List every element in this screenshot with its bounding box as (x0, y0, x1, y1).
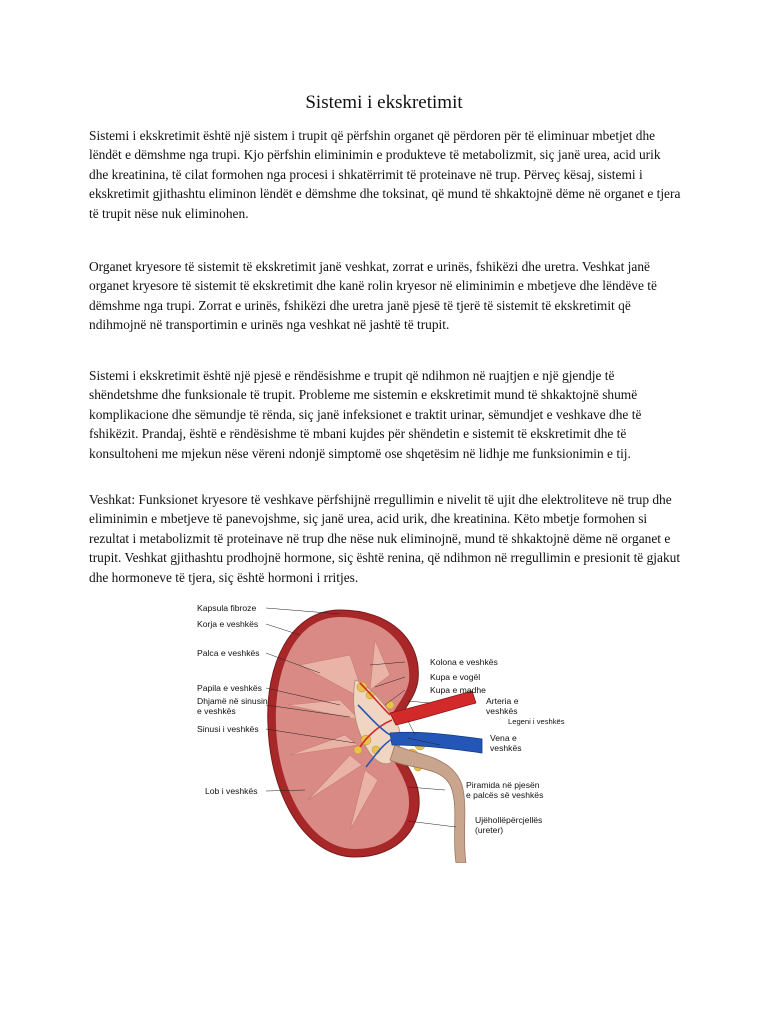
label-piramida-1: Piramida në pjesën (466, 780, 540, 790)
label-vena-1: Vena e (490, 733, 517, 743)
label-kupa-vogel: Kupa e vogël (430, 672, 481, 682)
label-palca: Palca e veshkës (197, 648, 260, 658)
label-dhjame-2: e veshkës (197, 706, 236, 716)
paragraph-kidneys: Veshkat: Funksionet kryesore të veshkave përfshijnë rregullimin e nivelit të ujit dhe elektroliteve në trup dhe eliminimin e mbetjeve të panevojshme, siç janë urea, acid urik, dhe kreatinina. Këto mbetje formohen si rezultat i metabolizmit të proteinave në trup dhe nëse nuk eliminojnë, mund të shkaktojnë dëme në organet e trupit. Veshkat gjithashtu prodhojnë hormone, siç është renina, që ndihmon në rregullimin e presionit të gjakut dhe hormoneve të tjera, siç është hormoni i rritjes. (89, 492, 681, 585)
label-sinusi: Sinusi i veshkës (197, 724, 259, 734)
label-arteria-2: veshkës (486, 706, 518, 716)
label-dhjame-1: Dhjamë në sinusin (197, 696, 268, 706)
label-kolona: Kolona e veshkës (430, 657, 498, 667)
label-piramida-2: e palcës së veshkës (466, 790, 544, 800)
label-ujehol-2: (ureter) (475, 825, 504, 835)
paragraph-health: Sistemi i ekskretimit është një pjesë e rëndësishme e trupit që ndihmon në ruajtjen e një gjendje të shëndetshme dhe funksionale të trupit. Probleme me sistemin e ekskretimit mund të shkaktojnë shumë komplikacione dhe sëmundje të rënda, siç janë infeksionet e traktit urinar, sëmundjet e veshkave dhe të fshikëzit. Prandaj, është e rëndësishme të mbani kujdes për shëndetin e sistemit të ekskretimit dhe të konsultoheni me mjekun nëse vëreni ndonjë simptomë ose shqetësim në lidhje me funksionimin e tij. (89, 368, 642, 461)
page-title: Sistemi i ekskretimit (305, 92, 463, 113)
label-kapsula: Kapsula fibroze (197, 603, 257, 613)
label-kupa-madhe: Kupa e madhe (430, 685, 486, 695)
paragraph-intro: Sistemi i ekskretimit është një sistem i trupit që përfshin organet që përdoren për të eliminuar mbetjet dhe lëndët e dëmshme nga trupi. Kjo përfshin eliminimin e produkteve të metabolizmit, siç janë urea, acid urik dhe kreatinina, të cilat formohen nga procesi i shkatërrimit të proteinave në trup. Përveç kësaj, sistemi i ekskretimit gjithashtu eliminon lëndët e dëmshme dhe toksinat, që mund të shkaktojnë dëme në organet e tjera të trupit nëse nuk eliminohen. (89, 128, 681, 221)
label-vena-2: veshkës (490, 743, 522, 753)
label-ujehol-1: Ujëhollëpërcjellës (475, 815, 543, 825)
label-lob: Lob i veshkës (205, 786, 258, 796)
paragraph-organs: Organet kryesore të sistemit të ekskretimit janë veshkat, zorrat e urinës, fshikëzi dhe uretra. Veshkat janë organet kryesore të sistemit të ekskretimit dhe kanë rolin kryesor në eliminimin e mbetjeve dhe lëndëve të dëmshme nga trupi. Zorrat e urinës, fshikëzi dhe uretra janë pjesë të tjerë të sistemit të ekskretimit që ndihmojnë në transportimin e urinës nga veshkat në jashtë të trupit. (89, 259, 657, 333)
label-papila: Papila e veshkës (197, 683, 262, 693)
label-legeni: Legeni i veshkës (508, 717, 565, 726)
label-korja: Korja e veshkës (197, 619, 259, 629)
label-arteria-1: Arteria e (486, 696, 519, 706)
kidney-diagram (190, 595, 565, 863)
